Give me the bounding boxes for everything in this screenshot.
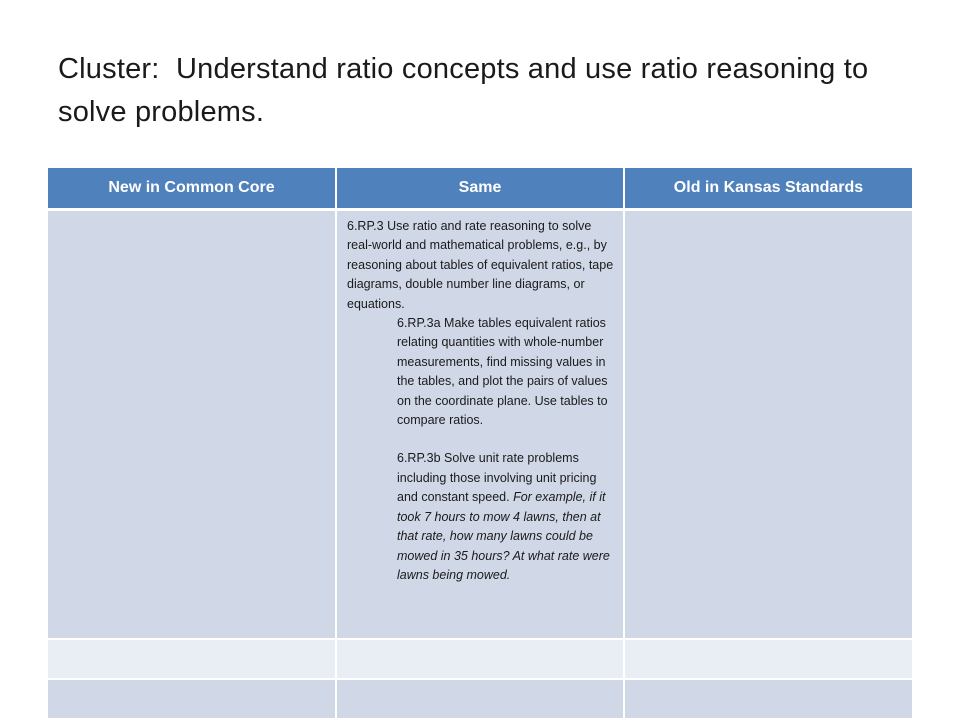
cell-old-empty — [624, 210, 912, 640]
header-new-in-common-core: New in Common Core — [48, 168, 336, 210]
table-row — [48, 679, 912, 719]
same-cell-content — [337, 211, 623, 585]
cell-empty — [624, 679, 912, 719]
standard-6rp3a: 6.RP.3a Make tables equivalent ratios relating quantities with whole-number measurements, find missing values in the tables, and plot the pairs of values on the coordinate plane. Use tables to compare ratios. — [397, 316, 608, 428]
cell-empty — [48, 639, 336, 679]
slide-title: Cluster: Understand ratio concepts and use ratio reasoning to solve problems. — [58, 53, 877, 128]
standard-6rp3b-example: For example, if it took 7 hours to mow 4 lawns, then at that rate, how many lawns could be mowed in 35 hours? At what rate were lawns being mowed. — [397, 490, 610, 582]
cell-empty — [48, 679, 336, 719]
spacer — [347, 430, 615, 449]
standard-6rp3b-text: 6.RP.3b Solve unit rate problems including those involving unit pricing and constant speed. — [397, 451, 597, 505]
header-same: Same — [336, 168, 624, 210]
cell-empty — [336, 679, 624, 719]
table-row — [48, 210, 912, 640]
standard-6rp3b — [397, 449, 615, 585]
cell-same — [336, 210, 624, 640]
header-old-in-kansas-standards: Old in Kansas Standards — [624, 168, 912, 210]
standards-table — [48, 168, 912, 720]
cell-empty — [624, 639, 912, 679]
standard-6rp3: 6.RP.3 Use ratio and rate reasoning to solve real-world and mathematical problems, e.g., by reasoning about tables of equivalent ratios, tape diagrams, double number line diagrams, or equations. — [347, 219, 614, 311]
cell-new-empty — [48, 210, 336, 640]
header-row — [48, 168, 912, 210]
table-row — [48, 639, 912, 679]
cell-empty — [336, 639, 624, 679]
